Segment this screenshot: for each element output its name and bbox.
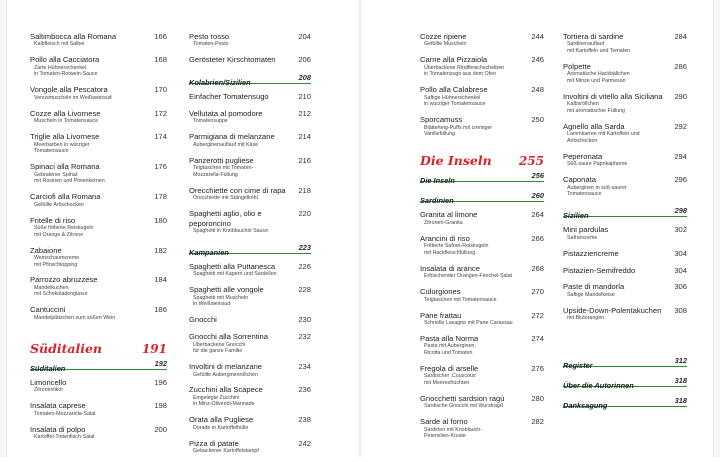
entry-subtitle: Sardinenauflauf xyxy=(567,41,605,48)
toc-entry-sporcamuss[interactable] xyxy=(420,115,544,138)
toc-entry-orecchiette-con-cime-di-rapa[interactable] xyxy=(189,186,311,202)
entry-subtitle: Frittierte Safran-Reiskugeln xyxy=(424,243,489,250)
toc-entry-arancini-di-riso[interactable] xyxy=(420,234,544,257)
toc-entry-pizza-di-patate[interactable] xyxy=(189,439,311,455)
entry-subtitle: mit Orange & Zitrone xyxy=(34,231,84,238)
toc-column-2 xyxy=(189,32,311,462)
entry-subtitle: Zarte Hühnerschenkel xyxy=(34,64,87,71)
entry-title: Fregola di arselle xyxy=(420,363,479,373)
toc-column-4 xyxy=(563,32,687,415)
entry-subtitle: mit Schokoladenglasur xyxy=(34,291,88,298)
entry-subtitle: Tomaten-Pesto xyxy=(193,41,229,48)
entry-title: Involtini di vitello alla Siciliana xyxy=(563,91,663,101)
toc-column-1 xyxy=(30,32,167,448)
entry-subtitle: Überbackene Gnocchi xyxy=(193,341,246,348)
entry-page-number: 170 xyxy=(154,85,167,95)
section-title: Sizilien xyxy=(563,211,589,221)
entry-page-number: 220 xyxy=(298,209,311,219)
entry-subtitle: Tomatensauce xyxy=(34,148,69,155)
entry-page-number: 274 xyxy=(531,333,544,343)
entry-page-number: 282 xyxy=(531,417,544,427)
toc-entry-insalata-di-polpo[interactable] xyxy=(30,425,167,441)
entry-subtitle: Gefüllte Artischocken xyxy=(34,201,84,208)
entry-page-number: 234 xyxy=(298,362,311,372)
section-sizilien[interactable] xyxy=(563,205,687,221)
entry-title: Culurgiones xyxy=(420,287,461,297)
entry-page-number: 266 xyxy=(531,233,544,243)
entry-subtitle: Gefüllte Muscheln xyxy=(424,41,467,48)
toc-entry-agnello-alla-sarda[interactable] xyxy=(563,122,687,145)
entry-title: Cozze alla Livornese xyxy=(30,108,101,118)
section-page: 223 xyxy=(298,242,311,252)
right-page-edge xyxy=(713,0,720,457)
entry-title: Gnocchi alla Sorrentina xyxy=(189,332,268,342)
entry-subtitle: Muscheln in Tomatensauce xyxy=(34,118,99,125)
entry-subtitle: Zitronen-Granita xyxy=(424,219,463,226)
entry-page-number: 214 xyxy=(298,132,311,142)
entry-page-number: 216 xyxy=(298,155,311,165)
entry-page-number: 176 xyxy=(154,162,167,172)
entry-subtitle: Tomatensauce xyxy=(567,191,602,198)
toc-entry-spinaci-alla-romana[interactable] xyxy=(30,162,167,185)
toc-entry-granita-al-limone[interactable] xyxy=(420,210,544,226)
entry-page-number: 306 xyxy=(674,282,687,292)
toc-entry-tortiera-di-sardine[interactable] xyxy=(563,32,687,55)
entry-subtitle: Saftige Hühnerschenkel xyxy=(424,94,481,101)
entry-page-number: 196 xyxy=(154,377,167,387)
toc-entry-triglie-alla-livornese[interactable] xyxy=(30,132,167,155)
entry-title: Cantuccini xyxy=(30,305,66,315)
entry-title: Sarde al forno xyxy=(420,417,468,427)
toc-entry-carne-alla-pizzaiola[interactable] xyxy=(420,55,544,78)
backmatter-title: Über die Autorinnen xyxy=(563,381,634,391)
entry-title: Limoncello xyxy=(30,377,67,387)
toc-entry-upside-down-polentakuchen[interactable] xyxy=(563,306,687,322)
toc-entry-cozze-alla-livornese[interactable] xyxy=(30,109,167,125)
entry-subtitle: Lammkarree mit Kartoffeln und xyxy=(567,131,640,138)
section-title: Kampanien xyxy=(189,247,229,257)
entry-page-number: 308 xyxy=(674,305,687,315)
chapter-heading-die-inseln[interactable] xyxy=(420,151,544,168)
section-page: 256 xyxy=(531,171,544,181)
entry-page-number: 182 xyxy=(154,245,167,255)
entry-page-number: 232 xyxy=(298,332,311,342)
entry-title: Cozze ripiene xyxy=(420,32,467,41)
entry-subtitle: Dorade in Kartoffelhülle xyxy=(193,424,249,431)
entry-subtitle: Weinschaumcreme xyxy=(34,254,80,261)
backmatter-page: 312 xyxy=(674,356,687,366)
entry-subtitle: Zitronenlikör xyxy=(34,387,64,394)
entry-title: Spinaci alla Romana xyxy=(30,162,100,172)
entry-subtitle: Erfrischender Orangen-Fenchel-Salat xyxy=(424,273,513,280)
entry-subtitle: Saftige Mandelkeise xyxy=(567,291,615,298)
entry-subtitle: in Weißweinsud xyxy=(193,301,231,308)
entry-page-number: 294 xyxy=(674,151,687,161)
entry-page-number: 264 xyxy=(531,210,544,220)
section-title: Kolabrien/Sizilien xyxy=(189,78,251,88)
chapter-heading-sueditalien[interactable] xyxy=(30,339,167,356)
entry-title: Spaghetti aglio, olio e peporoncino xyxy=(189,209,262,228)
entry-page-number: 248 xyxy=(531,85,544,95)
entry-title: Vellutata al pomodore xyxy=(189,108,263,118)
entry-subtitle: in würziger Tomatensauce xyxy=(424,101,486,108)
entry-subtitle: mit Rosinen und Pinienkernen xyxy=(34,178,105,185)
entry-subtitle: Vanillefüllung xyxy=(424,131,456,138)
toc-entry-paste-di-mandorla[interactable] xyxy=(563,282,687,298)
toc-entry-pistazien-semifreddo[interactable] xyxy=(563,266,687,275)
entry-page-number: 168 xyxy=(154,55,167,65)
entry-title: Pistazien-Semifreddo xyxy=(563,265,636,275)
entry-page-number: 218 xyxy=(298,185,311,195)
entry-title: Pollo alla Cacciatora xyxy=(30,55,100,65)
entry-title: Gnocchi xyxy=(189,315,217,325)
toc-entry-polpette[interactable] xyxy=(563,62,687,85)
entry-title: Insalata di polpo xyxy=(30,424,86,434)
entry-subtitle: Kalbsröllchen xyxy=(567,101,599,108)
entry-subtitle: Sardischer ‚Couscous' xyxy=(424,373,477,380)
toc-entry-peperonata[interactable] xyxy=(563,152,687,168)
entry-title: Pesto rosso xyxy=(189,32,230,41)
entry-page-number: 166 xyxy=(154,32,167,41)
entry-subtitle: in Tomaten-Rotwein-Sauce xyxy=(34,71,98,78)
entry-subtitle: Blätterteig-Puffs mit cremiger xyxy=(424,124,493,131)
entry-subtitle: mit Kartoffeln und Tomaten xyxy=(567,48,631,54)
entry-title: Orecchiette con cime di rapa xyxy=(189,185,286,195)
toc-entry-zucchini-alla-scapece[interactable] xyxy=(189,385,311,408)
toc-entry-einfacher-tomatensugo[interactable] xyxy=(189,92,311,101)
backmatter-page: 318 xyxy=(674,396,687,406)
entry-page-number: 212 xyxy=(298,108,311,118)
entry-page-number: 186 xyxy=(154,305,167,315)
section-kampanien[interactable] xyxy=(189,242,311,257)
entry-subtitle: Sardinen mit Knoblauch- xyxy=(424,426,483,433)
entry-title: Upside-Down-Polentakuchen xyxy=(563,305,662,315)
entry-title: Caponata xyxy=(563,175,596,185)
entry-title: Zucchini alla Scapece xyxy=(189,385,263,395)
section-sardinien[interactable] xyxy=(420,190,544,206)
entry-title: Parmigiana di melanzane xyxy=(189,132,275,142)
entry-subtitle: Teigtaschen mit Tomaten- xyxy=(193,165,254,172)
entry-page-number: 304 xyxy=(674,265,687,275)
entry-title: Orata alla Pugliese xyxy=(189,415,254,425)
entry-title: Mini pardulas xyxy=(563,225,609,235)
toc-entry-gnocchi-alla-sorrentina[interactable] xyxy=(189,332,311,355)
section-page: 298 xyxy=(674,206,687,216)
toc-entry-pollo-alla-cacciatora[interactable] xyxy=(30,55,167,78)
entry-title: Tortiera di sardine xyxy=(563,32,624,41)
entry-subtitle: Orecchiette mit Stängelkohl xyxy=(193,195,258,202)
entry-title: Gnocchetti sardsion ragù xyxy=(420,393,505,403)
entry-subtitle: Süß-saure Paprikapfanne xyxy=(567,161,628,168)
entry-page-number: 204 xyxy=(298,32,311,41)
entry-subtitle: Kartoffel-Tintenfisch-Salat xyxy=(34,434,95,441)
entry-title: Pizza di patate xyxy=(189,438,239,448)
entry-page-number: 200 xyxy=(154,424,167,434)
entry-page-number: 246 xyxy=(531,55,544,65)
entry-subtitle: Safrancreme xyxy=(567,234,598,241)
section-kalabrien-sizilien[interactable] xyxy=(189,72,311,88)
entry-subtitle: Spaghetti mit Kapern und Sardellen xyxy=(193,271,277,278)
entry-subtitle: Gebratener Spinat xyxy=(34,171,78,178)
backmatter-danksagung[interactable] xyxy=(563,395,687,411)
entry-subtitle: Spaghetti mit Muscheln xyxy=(193,294,249,301)
entry-subtitle: mit Meeresfrüchten xyxy=(424,379,470,386)
toc-entry-spaghetti-alla-puttanesca[interactable] xyxy=(189,262,311,278)
toc-entry-cantuccini[interactable] xyxy=(30,305,167,321)
toc-entry-cozze-ripiene[interactable] xyxy=(420,32,544,48)
entry-page-number: 272 xyxy=(531,310,544,320)
entry-title: Carne alla Pizzaiola xyxy=(420,55,488,65)
backmatter-register[interactable] xyxy=(563,355,687,371)
entry-subtitle: mit Minze und Parmesan xyxy=(567,77,626,84)
backmatter-uber-die-autorinnen[interactable] xyxy=(563,375,687,391)
entry-page-number: 284 xyxy=(674,32,687,41)
entry-subtitle: mit Blutorangen xyxy=(567,315,605,322)
entry-page-number: 178 xyxy=(154,192,167,202)
entry-page-number: 286 xyxy=(674,61,687,71)
toc-entry-limoncello[interactable] xyxy=(30,378,167,394)
toc-entry-panzerotti-pugliese[interactable] xyxy=(189,156,311,179)
toc-entry-pane-frattau[interactable] xyxy=(420,311,544,327)
entry-title: Triglie alla Livornese xyxy=(30,132,100,142)
entry-page-number: 250 xyxy=(531,115,544,125)
entry-subtitle: Ricotta und Tomaten xyxy=(424,349,473,356)
entry-subtitle: Meerbarben in würziger xyxy=(34,141,90,148)
section-page: 260 xyxy=(531,191,544,201)
toc-entry-caponata[interactable] xyxy=(563,175,687,198)
entry-page-number: 270 xyxy=(531,287,544,297)
section-title: Süditalien xyxy=(30,363,66,373)
toc-entry-spaghetti-aglio-olio-e-peporoncino[interactable] xyxy=(189,209,311,234)
chapter-page: 191 xyxy=(141,341,167,356)
entry-title: Pane frattau xyxy=(420,310,462,320)
section-title: Die Inseln xyxy=(420,176,455,186)
entry-title: Arancini di riso xyxy=(420,233,470,243)
section-page: 192 xyxy=(154,358,167,368)
entry-title: Pasta alla Norma xyxy=(420,333,479,343)
toc-entry-parmigiana-di-melanzane[interactable] xyxy=(189,132,311,148)
entry-subtitle: Aromatische Hackbällchen xyxy=(567,71,630,78)
chapter-title: Süditalien xyxy=(30,340,103,356)
entry-title: Panzerotti pugliese xyxy=(189,155,254,165)
entry-subtitle: Sardische Gnocchi mit Wurstragù xyxy=(424,403,503,410)
chapter-title: Die Inseln xyxy=(420,153,492,169)
entry-subtitle: Petersilien-Kruste xyxy=(424,433,466,440)
entry-subtitle: Überbackene Rindfleischscheiben xyxy=(424,64,505,71)
entry-subtitle: Pasta mit Auberginen, xyxy=(424,343,476,350)
entry-page-number: 280 xyxy=(531,393,544,403)
entry-subtitle: Mandelplätzchen zum süßen Wein xyxy=(34,314,116,321)
entry-title: Parrozzo abruzzese xyxy=(30,275,98,285)
entry-subtitle: Kalbfleisch mit Salbei xyxy=(34,41,85,48)
entry-title: Zabaione xyxy=(30,245,62,255)
entry-title: Agnello alla Sarda xyxy=(563,121,625,131)
entry-subtitle: Mozzarella-Füllung xyxy=(193,171,238,178)
toc-entry-mini-pardulas[interactable] xyxy=(563,225,687,241)
entry-title: Sporcamuss xyxy=(420,115,463,125)
section-page: 208 xyxy=(298,73,311,83)
toc-entry-gnocchi[interactable] xyxy=(189,315,311,324)
entry-subtitle: für die ganze Familie xyxy=(193,348,243,355)
toc-entry-pollo-alla-calabrese[interactable] xyxy=(420,85,544,108)
toc-entry-spaghetti-alle-vongole[interactable] xyxy=(189,285,311,308)
entry-title: Involtini di melanzane xyxy=(189,362,263,372)
backmatter-title: Danksagung xyxy=(563,401,608,411)
entry-title: Granita al limone xyxy=(420,210,478,220)
entry-subtitle: mit Pfirsichtopping xyxy=(34,261,78,268)
entry-title: Pollo alla Calabrese xyxy=(420,85,488,95)
entry-subtitle: in Tomatensugo aus dem Ofen xyxy=(424,71,497,78)
entry-page-number: 230 xyxy=(298,315,311,325)
entry-subtitle: Auberginen in süß-saurer xyxy=(567,184,627,191)
toc-entry-vellutata-al-pomodore[interactable] xyxy=(189,109,311,125)
entry-page-number: 276 xyxy=(531,363,544,373)
entry-subtitle: Gebackener Kartoffelstampf xyxy=(193,448,259,455)
toc-entry-sarde-al-forno[interactable] xyxy=(420,417,544,440)
toc-entry-insalata-di-arance[interactable] xyxy=(420,264,544,280)
entry-subtitle: Süße frittierte Reiskugeln xyxy=(34,224,94,231)
entry-subtitle: in Minz-Olivenöl-Marinade xyxy=(193,401,255,408)
entry-title: Spaghetti alle vongole xyxy=(189,285,264,295)
entry-page-number: 242 xyxy=(298,438,311,448)
entry-page-number: 292 xyxy=(674,121,687,131)
toc-entry-pesto-rosso[interactable] xyxy=(189,32,311,48)
toc-entry-gerosteter-kirschtomaten[interactable] xyxy=(189,55,311,64)
toc-entry-carciofi-alla-romana[interactable] xyxy=(30,192,167,208)
entry-title: Gerösteter Kirschtomaten xyxy=(189,55,276,65)
entry-title: Paste di mandorla xyxy=(563,282,625,292)
entry-page-number: 174 xyxy=(154,132,167,142)
entry-subtitle: Gefüllte Auberginenröllchen xyxy=(193,371,259,378)
left-page-edge xyxy=(0,0,7,457)
toc-entry-insalata-caprese[interactable] xyxy=(30,401,167,417)
toc-entry-fritelle-di-riso[interactable] xyxy=(30,216,167,239)
entry-subtitle: Tomatensuppe xyxy=(193,118,228,125)
entry-title: Insalata di arance xyxy=(420,263,480,273)
entry-title: Fritelle di riso xyxy=(30,215,76,225)
entry-page-number: 304 xyxy=(674,248,687,258)
toc-entry-pasta-alla-norma[interactable] xyxy=(420,334,544,357)
toc-entry-gnocchetti-sardsion-ragu[interactable] xyxy=(420,394,544,410)
entry-title: Saltimbocca alla Romana xyxy=(30,32,117,41)
entry-page-number: 244 xyxy=(531,32,544,41)
toc-entry-fregola-di-arselle[interactable] xyxy=(420,364,544,387)
entry-subtitle: Tomaten-Mozzarella-Salat xyxy=(34,410,96,417)
toc-entry-orata-alla-pugliese[interactable] xyxy=(189,415,311,431)
entry-subtitle: Eingelegte Zucchini xyxy=(193,394,240,401)
entry-page-number: 296 xyxy=(674,175,687,185)
entry-title: Spaghetti alla Puttanesca xyxy=(189,261,276,271)
entry-page-number: 172 xyxy=(154,108,167,118)
entry-page-number: 238 xyxy=(298,415,311,425)
entry-title: Einfacher Tomatensugo xyxy=(189,92,269,102)
toc-entry-vongole-alla-pescatora[interactable] xyxy=(30,85,167,101)
entry-subtitle: Spaghetti in Knoblauchöl Sauce xyxy=(193,227,269,234)
entry-page-number: 206 xyxy=(298,55,311,65)
entry-page-number: 198 xyxy=(154,401,167,411)
toc-entry-culurgiones[interactable] xyxy=(420,287,544,303)
toc-column-3 xyxy=(420,32,544,447)
entry-page-number: 290 xyxy=(674,91,687,101)
entry-page-number: 184 xyxy=(154,275,167,285)
entry-page-number: 268 xyxy=(531,263,544,273)
entry-page-number: 236 xyxy=(298,385,311,395)
entry-title: Peperonata xyxy=(563,151,603,161)
toc-entry-involtini-di-vitello-alla-siciliana[interactable] xyxy=(563,92,687,115)
entry-subtitle: Mandelkuchen xyxy=(34,284,69,291)
backmatter-title: Register xyxy=(563,361,593,371)
entry-title: Carciofi alla Romana xyxy=(30,192,101,202)
entry-title: Vongole alla Pescatora xyxy=(30,85,108,95)
entry-subtitle: Auberginenauflauf mit Käse xyxy=(193,141,259,148)
backmatter-page: 318 xyxy=(674,376,687,386)
entry-page-number: 302 xyxy=(674,225,687,235)
entry-title: Pistazziencreme xyxy=(563,248,619,258)
section-title: Sardinien xyxy=(420,196,454,206)
entry-subtitle: Artischocken xyxy=(567,137,598,144)
entry-page-number: 210 xyxy=(298,92,311,102)
toc-entry-pistazziencreme[interactable] xyxy=(563,249,687,258)
entry-title: Polpette xyxy=(563,61,591,71)
entry-subtitle: Teigtaschen mit Tomatensauce xyxy=(424,296,497,303)
toc-entry-zabaione[interactable] xyxy=(30,246,167,269)
entry-page-number: 228 xyxy=(298,285,311,295)
chapter-page: 255 xyxy=(518,154,544,169)
toc-entry-parrozzo-abruzzese[interactable] xyxy=(30,275,167,298)
section-die-inseln[interactable] xyxy=(420,170,544,186)
entry-subtitle: mit Hackfleischfüllung xyxy=(424,249,476,256)
entry-page-number: 226 xyxy=(298,261,311,271)
toc-entry-involtini-di-melanzane[interactable] xyxy=(189,362,311,378)
section-sueditalien[interactable] xyxy=(30,358,167,373)
book-gutter xyxy=(359,0,361,457)
entry-subtitle: Schnelle Lasagne mit Pane Carassau xyxy=(424,319,513,326)
entry-subtitle: Venusmuscheln im Weißweinsud xyxy=(34,94,112,101)
entry-page-number: 180 xyxy=(154,215,167,225)
entry-title: Insalata caprese xyxy=(30,401,86,411)
entry-subtitle: mit aromatischer Füllung xyxy=(567,107,625,114)
toc-entry-saltimbocca-alla-romana[interactable] xyxy=(30,32,167,48)
